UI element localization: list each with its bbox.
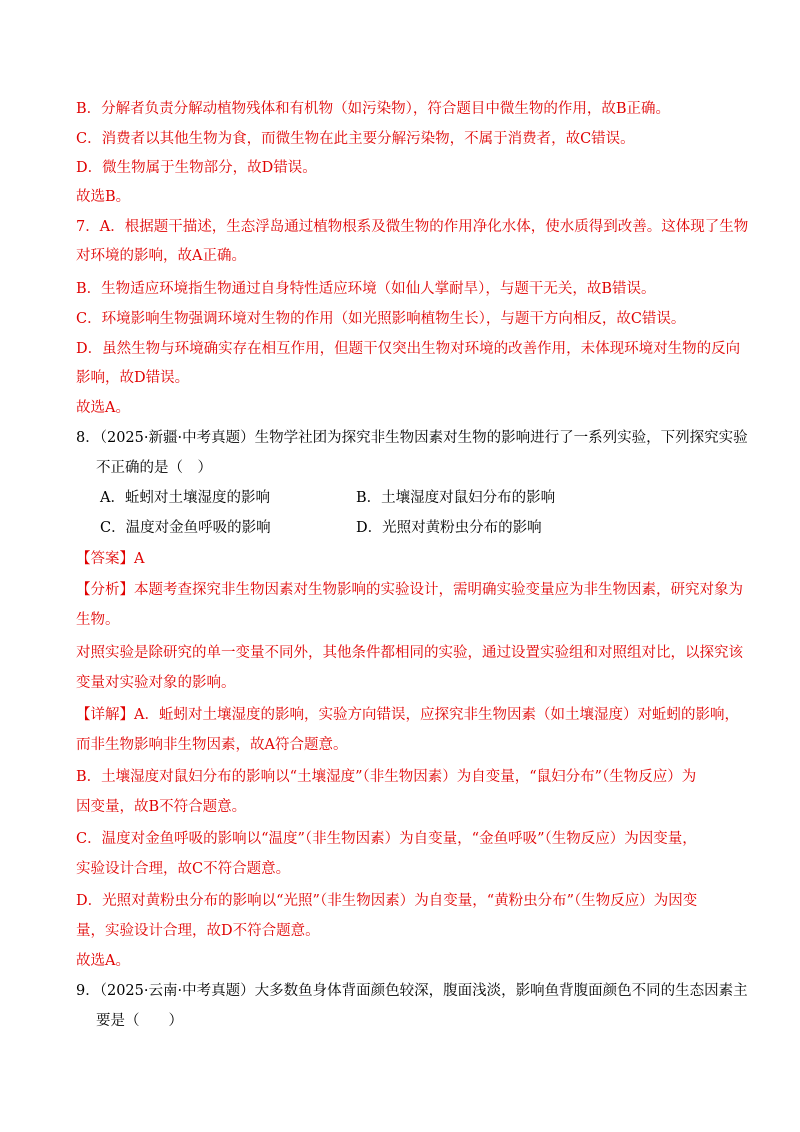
text-line: 7．A．根据题干描述，生态浮岛通过植物根系及微生物的作用净化水体，使水质得到改善。这体现了生物 [76, 219, 749, 235]
analysis-line: 变量对实验对象的影响。 [76, 675, 236, 691]
text-line: D．微生物属于生物部分，故D错误。 [76, 160, 317, 176]
text-line: 对环境的影响，故A正确。 [76, 248, 246, 264]
text-line: 故选B。 [76, 189, 131, 205]
text-line: B．生物适应环境指生物通过自身特性适应环境（如仙人掌耐旱），与题干无关，故B错误。 [76, 281, 656, 297]
text-line: D．虽然生物与环境确实存在相互作用，但题干仅突出生物对环境的改善作用，未体现环境对生物的反向 [76, 341, 741, 357]
detail-line: 实验设计合理，故C不符合题意。 [76, 861, 291, 877]
text-line: C．消费者以其他生物为食，而微生物在此主要分解污染物，不属于消费者，故C错误。 [76, 131, 635, 147]
detail-line: 而非生物影响非生物因素，故A符合题意。 [76, 737, 348, 753]
question-9-stem: 要是（ ） [96, 1013, 183, 1029]
analysis-line: 【分析】本题考查探究非生物因素对生物影响的实验设计，需明确实验变量应为非生物因素，研究对象为 [76, 582, 743, 598]
detail-line: 因变量，故B不符合题意。 [76, 799, 247, 815]
text-line: 影响，故D错误。 [76, 370, 190, 386]
detail-line: D．光照对黄粉虫分布的影响以“光照”（非生物因素）为自变量，“黄粉虫分布”（生物反应）为因变 [76, 893, 698, 909]
detail-line: 量，实验设计合理，故D不符合题意。 [76, 923, 320, 939]
detail-line: 故选A。 [76, 953, 130, 969]
detail-line: C．温度对金鱼呼吸的影响以“温度”（非生物因素）为自变量，“金鱼呼吸”（生物反应）为因变量， [76, 831, 697, 847]
option-a: A．蚯蚓对土壤湿度的影响 [100, 490, 270, 506]
detail-line: 【详解】A．蚯蚓对土壤湿度的影响，实验方向错误，应探究非生物因素（如土壤湿度）对蚯蚓的影响， [76, 707, 739, 723]
question-9-stem: 9．（2025·云南·中考真题）大多数鱼身体背面颜色较深，腹面浅淡，影响鱼背腹面颜色不同的生态因素主 [76, 983, 748, 999]
option-c: C．温度对金鱼呼吸的影响 [100, 520, 271, 536]
analysis-line: 生物。 [76, 612, 120, 628]
text-line: B．分解者负责分解动植物残体和有机物（如污染物），符合题目中微生物的作用，故B正确。 [76, 101, 671, 117]
question-8-stem: 不正确的是（ ） [96, 460, 212, 476]
question-8-stem: 8．（2025·新疆·中考真题）生物学社团为探究非生物因素对生物的影响进行了一系列实验，下列探究实验 [76, 430, 748, 446]
detail-line: B．土壤湿度对鼠妇分布的影响以“土壤湿度”（非生物因素）为自变量，“鼠妇分布”（生物反应）为 [76, 769, 697, 785]
answer-line: 【答案】A [76, 551, 145, 567]
text-line: 故选A。 [76, 400, 130, 416]
option-b: B．土壤湿度对鼠妇分布的影响 [356, 490, 556, 506]
option-d: D．光照对黄粉虫分布的影响 [356, 520, 542, 536]
analysis-line: 对照实验是除研究的单一变量不同外，其他条件都相同的实验，通过设置实验组和对照组对比，以探究该 [76, 645, 743, 661]
text-line: C．环境影响生物强调环境对生物的作用（如光照影响植物生长），与题干方向相反，故C错误。 [76, 311, 686, 327]
